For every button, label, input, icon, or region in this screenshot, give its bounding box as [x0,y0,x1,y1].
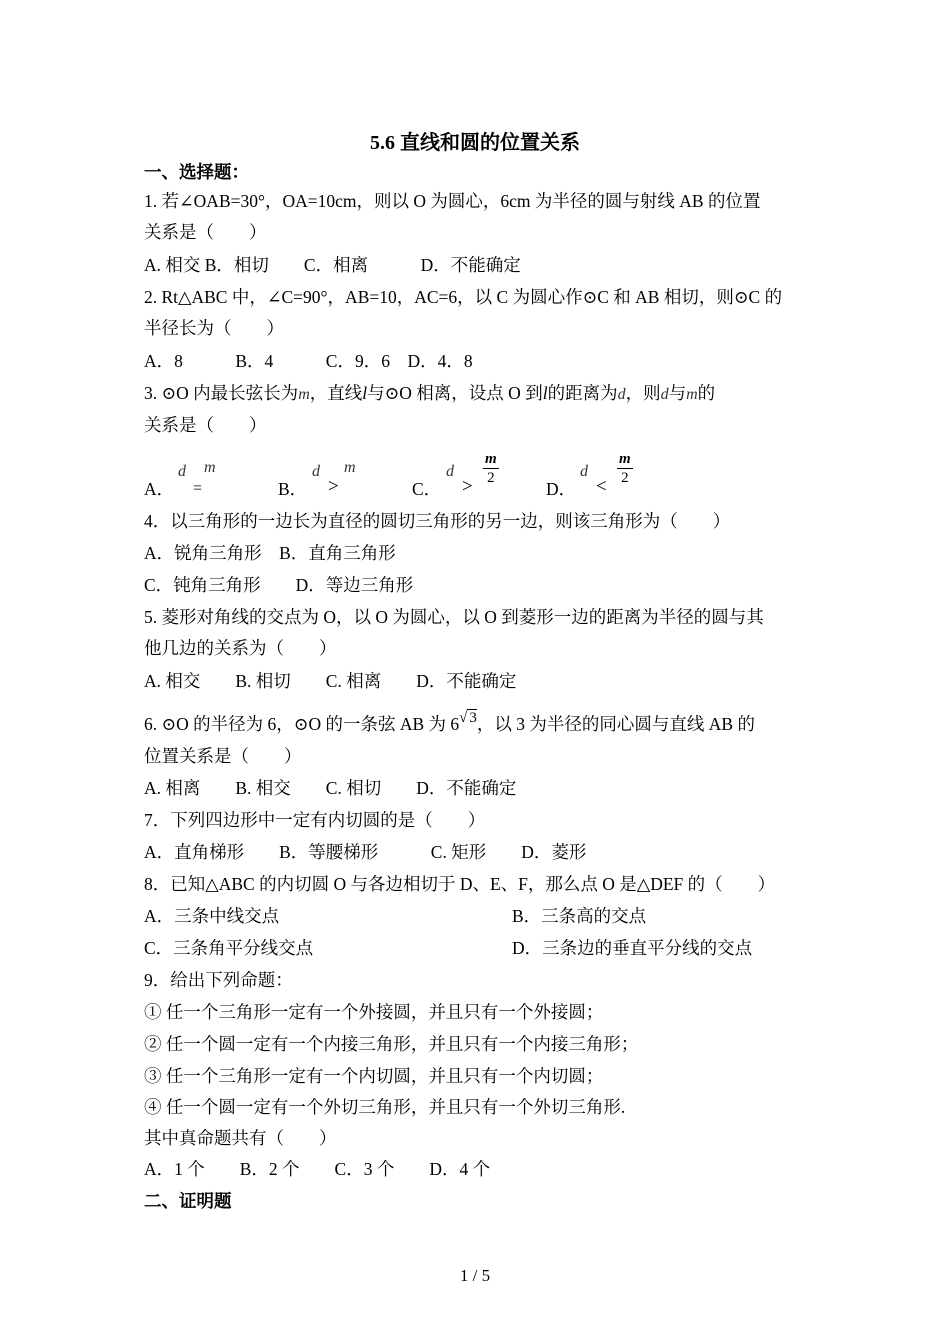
page-number: 1 / 5 [459,1266,491,1285]
var-m: m [298,386,310,403]
fraction-numerator: m [619,451,631,467]
fraction-denominator: 2 [487,470,495,486]
question-9-options: A．1 个 B．2 个 C．3 个 D．4 个 [144,1159,491,1179]
fraction-denominator: 2 [621,470,629,486]
q6-seg: ，以 3 为半径的同心圆与直线 AB 的 [476,714,755,734]
question-4-options-row1: A．锐角三角形 B．直角三角形 [144,543,396,563]
q3-option-a-expr [178,459,216,481]
question-9-statement-4: ④ 任一个圆一定有一个外切三角形，并且只有一个外切三角形. [144,1097,626,1117]
question-1-options: A. 相交 B．相切 C．相离 D．不能确定 [144,255,521,275]
var-l: l [542,383,548,403]
question-9-text: 9．给出下列命题： [144,970,293,990]
var-d: d [660,386,669,403]
q3-option-d-d [580,463,588,481]
question-2-text-cont: 半径长为（ ） [144,318,284,338]
q3-option-c-gt: > [462,476,473,497]
q3-seg: 与⊙O 相离，设点 O 到 [367,383,543,403]
var-l: l [362,383,368,403]
question-9-statement-1: ① 任一个三角形一定有一个外接圆，并且只有一个外接圆； [144,1002,604,1022]
question-9-statement-2: ② 任一个圆一定有一个内接三角形，并且只有一个内接三角形； [144,1034,639,1054]
question-3-text [144,382,715,406]
q3-option-b-label: B． [278,479,308,499]
question-1-text-cont: 关系是（ ） [144,222,267,242]
question-5-options: A. 相交 B. 相切 C. 相离 D．不能确定 [144,671,517,691]
question-9-statement-3: ③ 任一个三角形一定有一个内切圆，并且只有一个内切圆； [144,1066,604,1086]
q3-option-a-eq: = [193,480,203,497]
q3-seg: ，直线 [309,383,363,403]
question-6-text-cont: 位置关系是（ ） [144,746,302,766]
question-6-options: A. 相离 B. 相交 C. 相切 D．不能确定 [144,778,517,798]
var-d: d [178,463,186,480]
var-m: m [344,459,356,476]
q3-option-c-fraction [483,450,499,487]
q3-option-a-label: A． [144,479,175,499]
q3-option-d-fraction [617,450,633,487]
question-8-option-d: D．三条边的垂直平分线的交点 [512,938,753,958]
question-8-option-c: C．三条角平分线交点 [144,938,314,958]
question-9-prompt: 其中真命题共有（ ） [144,1128,337,1148]
q3-seg: 的 [697,383,716,403]
var-d: d [617,386,626,403]
q3-seg: 3. ⊙O 内最长弦长为 [144,383,299,403]
var-d: d [312,463,320,480]
question-1-text: 1. 若∠OAB=30°，OA=10cm，则以 O 为圆心，6cm 为半径的圆与射线 AB 的位置 [144,191,761,211]
question-3-text-cont: 关系是（ ） [144,415,267,435]
question-4-text: 4．以三角形的一边长为直径的圆切三角形的另一边，则该三角形为（ ） [144,511,731,531]
question-4-options-row2: C．钝角三角形 D．等边三角形 [144,575,414,595]
question-5-text: 5. 菱形对角线的交点为 O，以 O 为圆心，以 O 到菱形一边的距离为半径的圆与其 [144,607,764,627]
section-heading-proof: 二、证明题 [144,1191,232,1211]
question-6-text [144,710,755,737]
q3-option-b-gt: > [328,476,339,497]
var-d: d [580,463,588,480]
question-2-text: 2. Rt△ABC 中，∠C=90°，AB=10，AC=6，以 C 为圆心作⊙C 和 AB 相切，则⊙C 的 [144,287,783,307]
question-2-options: A．8 B．4 C．9．6 D．4．8 [144,351,473,371]
page-title: 5.6 直线和圆的位置关系 [370,132,580,154]
question-7-options: A．直角梯形 B．等腰梯形 C. 矩形 D．菱形 [144,842,587,862]
question-8-option-a: A．三条中线交点 [144,906,280,926]
question-8-option-b: B．三条高的交点 [512,906,647,926]
q3-option-c-d [446,463,454,481]
var-d: d [446,463,454,480]
fraction-numerator: m [485,451,497,467]
q3-option-d-lt: < [596,476,607,497]
var-m: m [686,386,698,403]
q3-seg: 的距离为 [547,383,618,403]
section-heading-choice: 一、选择题： [144,162,249,182]
question-8-text: 8．已知△ABC 的内切圆 O 与各边相切于 D、E、F，那么点 O 是△DEF 的（ ） [144,874,776,894]
var-m: m [204,459,216,476]
question-7-text: 7．下列四边形中一定有内切圆的是（ ） [144,810,486,830]
question-5-text-cont: 他几边的关系为（ ） [144,638,337,658]
q3-seg: ，则 [625,383,661,403]
q6-seg: 6. ⊙O 的半径为 6，⊙O 的一条弦 AB 为 6 [144,714,460,734]
q3-option-d-label: D． [546,479,577,499]
sqrt-expression: √ 3 [459,710,477,726]
q3-option-c-label: C． [412,479,442,499]
sqrt-radicand: 3 [469,710,477,726]
q3-seg: 与 [668,383,687,403]
